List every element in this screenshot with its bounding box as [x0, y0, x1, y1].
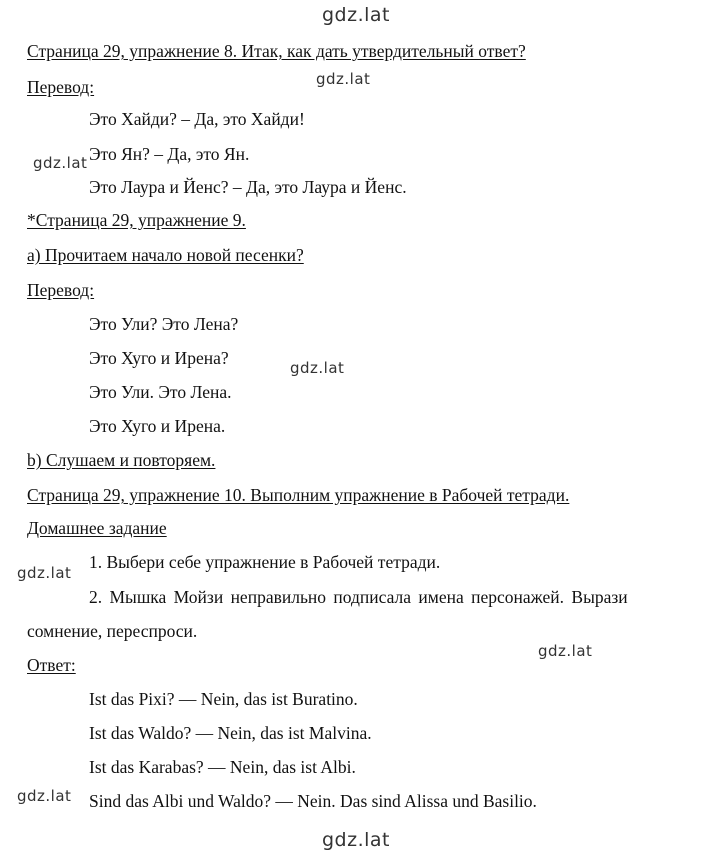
- exercise-9-part-a: а) Прочитаем начало новой песенки?: [27, 245, 304, 265]
- homework-item-2: 2. Мышка Мойзи неправильно подписала имена персонажей. Вырази: [89, 587, 628, 607]
- exercise-8-heading: Страница 29, упражнение 8. Итак, как дать утвердительный ответ?: [27, 41, 526, 61]
- homework-heading: Домашнее задание: [27, 518, 167, 538]
- watermark: gdz.lat: [17, 564, 72, 582]
- watermark: gdz.lat: [316, 70, 371, 88]
- watermark: gdz.lat: [538, 642, 593, 660]
- answer-line: Ist das Waldo? — Nein, das ist Malvina.: [89, 723, 372, 743]
- translation-label: Перевод:: [27, 77, 95, 97]
- homework-item-2-continued: сомнение, переспроси.: [27, 621, 198, 641]
- translation-line: Это Хайди? – Да, это Хайди!: [89, 109, 305, 129]
- translation-label: Перевод:: [27, 280, 95, 300]
- exercise-9-part-b: b) Слушаем и повторяем.: [27, 450, 216, 470]
- watermark-bottom: gdz.lat: [322, 829, 391, 851]
- song-line: Это Хуго и Ирена.: [89, 416, 226, 436]
- answer-label: Ответ:: [27, 655, 76, 675]
- answer-line: Ist das Karabas? — Nein, das ist Albi.: [89, 757, 356, 777]
- watermark: gdz.lat: [17, 787, 72, 805]
- watermark: gdz.lat: [33, 154, 88, 172]
- answer-line: Sind das Albi und Waldo? — Nein. Das sind Alissa und Basilio.: [89, 791, 537, 811]
- song-line: Это Ули? Это Лена?: [89, 314, 239, 334]
- song-line: Это Ули. Это Лена.: [89, 382, 232, 402]
- exercise-10-heading: Страница 29, упражнение 10. Выполним упражнение в Рабочей тетради.: [27, 485, 570, 505]
- watermark-top: gdz.lat: [322, 4, 391, 26]
- watermark: gdz.lat: [290, 359, 345, 377]
- homework-item-1: 1. Выбери себе упражнение в Рабочей тетради.: [89, 552, 441, 572]
- exercise-9-heading: *Страница 29, упражнение 9.: [27, 210, 246, 230]
- translation-line: Это Ян? – Да, это Ян.: [89, 144, 250, 164]
- song-line: Это Хуго и Ирена?: [89, 348, 229, 368]
- answer-line: Ist das Pixi? — Nein, das ist Buratino.: [89, 689, 358, 709]
- translation-line: Это Лаура и Йенс? – Да, это Лаура и Йенс.: [89, 177, 407, 197]
